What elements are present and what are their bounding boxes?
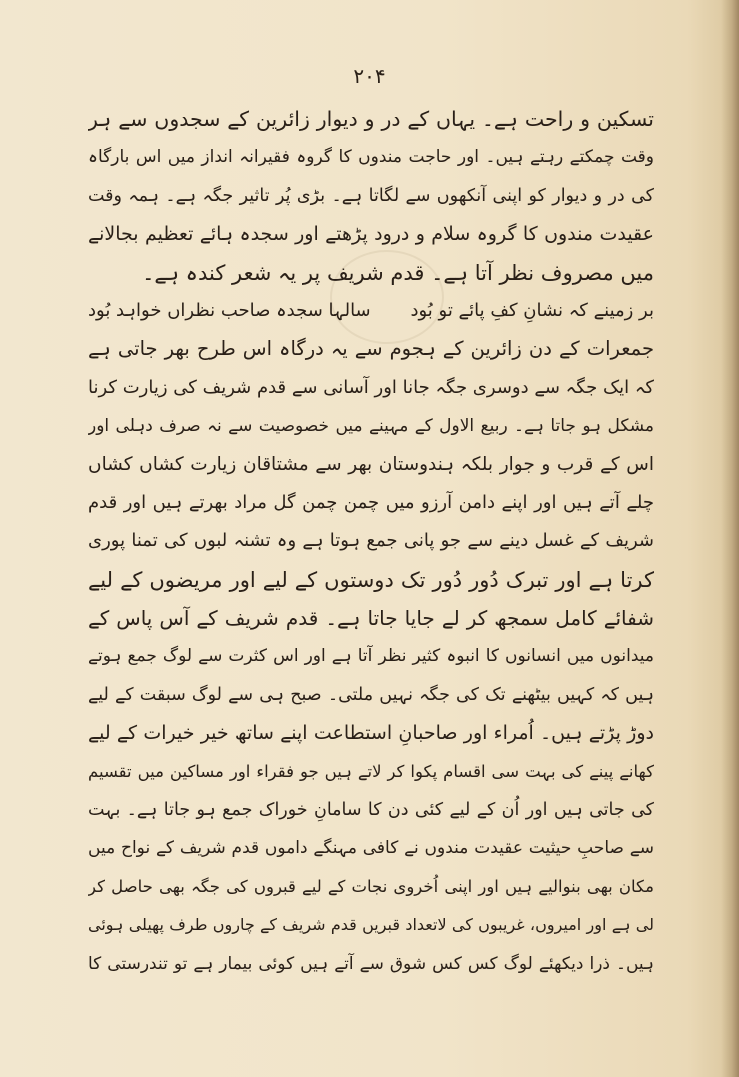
text-line: جمعرات کے دن زائرین کے ہجوم سے یہ درگاہ اس طرح بھر جاتی ہے [88,337,654,361]
text-line: میدانوں میں انسانوں کا انبوہ کثیر نظر آتا ہے اور اس کثرت سے لوگ جمع ہوتے [88,646,654,667]
text-body [88,100,654,983]
text-line: میں مصروف نظر آتا ہے۔ قدم شریف پر یہ شعر کندہ ہے۔ [142,260,654,285]
verse-second-half: سالہا سجدہ صاحب نظراں خواہد بُود [88,299,371,321]
text-line: اس کے قرب و جوار بلکہ ہندوستان بھر سے مشتاقان زیارت کشاں کشاں [88,453,654,475]
text-line: کرتا ہے اور تبرک دُور دُور تک دوستوں کے لیے اور مریضوں کے لیے [88,567,654,592]
text-line: عقیدت مندوں کا گروہ سلام و درود پڑھتے اور سجدہ ہائے تعظیم بجالانے [88,223,654,246]
text-line: وقت چمکتے رہتے ہیں۔ اور حاجت مندوں کا گروہ فقیرانہ انداز میں اس بارگاہ [88,147,654,168]
page-number: ۲۰۴ [353,64,386,88]
text-line: ہیں کہ کہیں بیٹھنے تک کی جگہ نہیں ملتی۔ صبح ہی سے لوگ سبقت کے لیے [88,684,654,705]
text-line: مکان بھی بنوالیے ہیں اور اپنی اُخروی نجات کے لیے قبروں کی جگہ بھی حاصل کر [88,876,654,896]
text-line: چلے آتے ہیں اور اپنے دامن آرزو میں چمن چمن گل مراد بھرتے ہیں اور قدم [88,491,654,513]
persian-verse [88,292,654,330]
text-line: ہیں۔ ذرا دیکھئے لوگ کس کس شوق سے آتے ہیں کوئی بیمار ہے تو تندرستی کا [88,953,654,974]
text-line: سے صاحبِ حیثیت عقیدت مندوں نے کافی مہنگے داموں قدم شریف کے نواح میں [88,838,654,859]
text-line: مشکل ہو جاتا ہے۔ ربیع الاول کے مہینے میں خصوصیت سے نہ صرف دہلی اور [88,416,654,437]
text-line: دوڑ پڑتے ہیں۔ اُمراء اور صاحبانِ استطاعت اپنے ساتھ خیر خیرات کے لیے [88,722,654,745]
text-line: لی ہے اور امیروں، غریبوں کی لاتعداد قبریں قدم شریف کے چاروں طرف پھیلی ہوئی [88,915,654,935]
text-line: کی جاتی ہیں اور اُن کے لیے کئی دن کا سامانِ خوراک جمع ہو جاتا ہے۔ بہت [88,800,654,821]
text-line: کھانے پینے کی بہت سی اقسام پکوا کر لاتے ہیں جو فقراء اور مساکین میں تقسیم [88,761,654,781]
verse-first-half: بر زمینے کہ نشانِ کفِ پائے تو بُود [410,299,654,321]
text-line: کی در و دیوار کو اپنی آنکھوں سے لگاتا ہے۔ بڑی پُر تاثیر جگہ ہے۔ ہمہ وقت [88,185,654,206]
text-line: شریف کے غسل دینے سے جو پانی جمع ہوتا ہے وہ تشنہ لبوں کی تمنا پوری [88,530,654,552]
text-line: شفائے کامل سمجھ کر لے جایا جاتا ہے۔ قدم شریف کے آس پاس کے [88,606,654,631]
text-line: کہ ایک جگہ سے دوسری جگہ جانا اور آسانی سے قدم شریف کی زیارت کرنا [88,376,654,398]
page-gutter-shadow [721,0,739,1077]
text-line: تسکین و راحت ہے۔ یہاں کے در و دیوار زائرین کے سجدوں سے ہر [88,107,654,131]
